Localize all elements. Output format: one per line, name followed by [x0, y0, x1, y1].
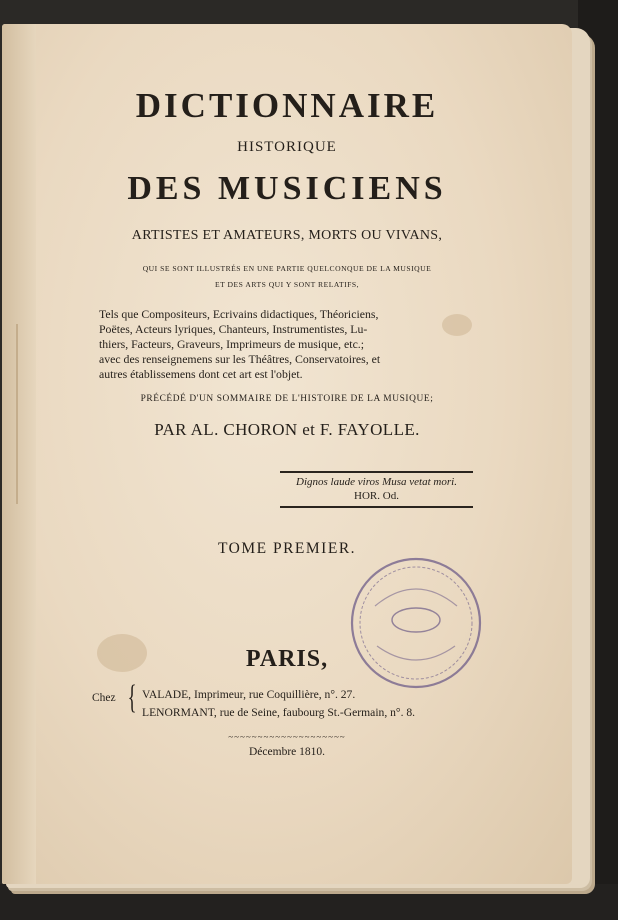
publication-date: Décembre 1810. — [249, 746, 325, 758]
publisher-prefix: Chez — [92, 692, 116, 704]
backdrop-bottom — [0, 884, 618, 920]
gutter-crease — [16, 324, 18, 504]
preceded-line: PRÉCÉDÉ D'UN SOMMAIRE DE L'HISTOIRE DE LA MUSIQUE; — [140, 394, 434, 404]
title-page — [2, 24, 572, 884]
subtitle: ARTISTES ET AMATEURS, MORTS OU VIVANS, — [131, 228, 443, 243]
qui-line-2: ET DES ARTS QUI Y SONT RELATIFS, — [214, 280, 360, 289]
title-historique: HISTORIQUE — [237, 139, 337, 155]
epigraph-rule-bottom — [280, 506, 473, 508]
description-line: thiers, Facteurs, Graveurs, Imprimeurs de musique, etc.; — [99, 337, 365, 351]
ornament-rule-icon: ~~~~~~~~~~~~~~~~~~~~ — [228, 732, 346, 742]
description-line: Tels que Compositeurs, Ecrivains didactiques, Théoriciens, — [99, 307, 379, 321]
description-paragraph — [99, 307, 471, 382]
description-line: avec des renseignemens sur les Théâtres, Conservatoires, et — [99, 352, 381, 366]
volume-label: TOME PREMIER. — [217, 540, 357, 557]
description-line: autres établissemens dont cet art est l'objet. — [99, 367, 303, 381]
epigraph-source: HOR. Od. — [354, 490, 399, 502]
city: PARIS, — [245, 646, 329, 672]
title-dictionnaire: DICTIONNAIRE — [135, 86, 439, 125]
epigraph: Dignos laude viros Musa vetat mori. — [296, 476, 457, 488]
title-des-musiciens: DES MUSICIENS — [127, 170, 447, 207]
publisher-valade: VALADE, Imprimeur, rue Coquillière, n°. 27. — [142, 688, 356, 701]
qui-line-1: QUI SE SONT ILLUSTRÉS EN UNE PARTIE QUELCONQUE DE LA MUSIQUE — [142, 264, 432, 273]
epigraph-rule-top — [280, 471, 473, 473]
brace-icon: { — [127, 679, 137, 716]
description-line: Poëtes, Acteurs lyriques, Chanteurs, Instrumentistes, Lu- — [99, 322, 368, 336]
publisher-lenormant: LENORMANT, rue de Seine, faubourg St.-Germain, n°. 8. — [142, 706, 416, 719]
authors-line: PAR AL. CHORON et F. FAYOLLE. — [154, 420, 420, 439]
